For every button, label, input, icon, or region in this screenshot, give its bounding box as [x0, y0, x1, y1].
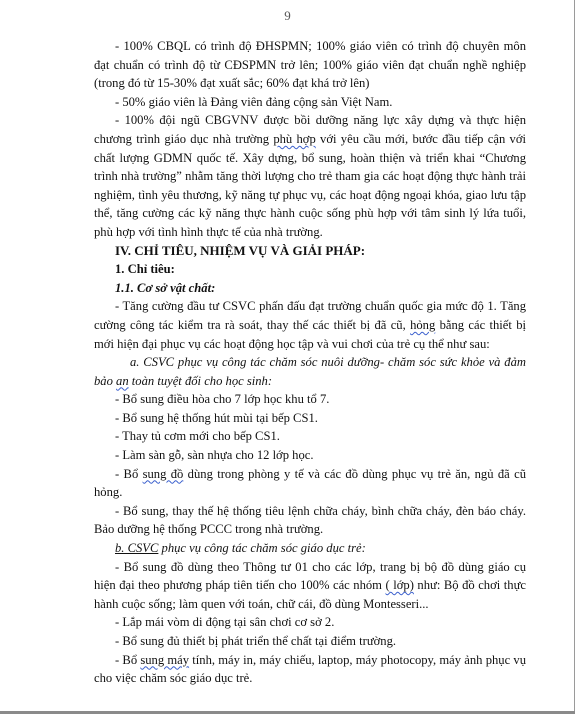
paragraph-facility-investment: - Tăng cường đầu tư CSVC phấn đấu đạt trường chuẩn quốc gia mức độ 1. Tăng cường công tác kiểm tra rà soát, thay thế các thiết bị đã cũ, hỏng bằng các thiết bị mới hiện đại phục vụ các hoạt động học tập và vui chơi của trẻ cụ thể như sau:: [94, 299, 526, 351]
list-item: - Làm sàn gỗ, sàn nhựa cho 12 lớp học.: [115, 448, 314, 463]
spellcheck-mark: sung đồ: [142, 466, 184, 481]
paragraph-staff-qualification: - 100% CBQL có trình độ ĐHSPMN; 100% giáo viên có trình độ chuyên môn đạt chuẩn có trình độ từ CĐSPMN trở lên; 100% giáo viên đạt chuẩn nghề nghiệp (trong đó từ 15-30% đạt xuất sắc; 60% đạt khá trở lên): [94, 39, 526, 91]
section-heading-iv: IV. CHỈ TIÊU, NHIỆM VỤ VÀ GIẢI PHÁP:: [115, 242, 366, 258]
list-item: - Bổ sung đủ thiết bị phát triển thể chất tại điểm trường.: [115, 634, 397, 648]
paragraph-staff-training: - 100% đội ngũ CBGVNV được bồi dưỡng năng lực xây dựng và thực hiện chương trình giáo dục nhà trường phù hợp với yêu cầu mới, bước đầu tiếp cận với chất lượng GDMN quốc tế. Xây dựng, bổ sung, hoàn thiện và triển khai “Chương trình nhà trường” nhằm tăng thời lượng cho trẻ tham gia các hoạt động thực hành trải nghiệm, tình yêu thương, kỹ năng tự phục vụ, các hoạt động ngoại khóa, giao lưu tập thể, tăng cường các kỹ năng thực hành cuộc sống phù hợp với tâm sinh lý lứa tuổi, phù hợp với tình hình thực tế của nhà trường.: [94, 113, 526, 239]
list-item: - Thay tủ cơm mới cho bếp CS1.: [115, 429, 280, 444]
list-item: - Bổ sung đồ dùng theo Thông tư 01 cho các lớp, trang bị bộ đồ dùng giáo cụ hiện đại theo phương pháp tiên tiến cho 100% các nhóm ( lớp) như: Bộ đồ chơi thực hành cuộc sống; làm quen với toán, chữ cái, đồ dùng Montesseri...: [94, 559, 526, 611]
paragraph-party-members: - 50% giáo viên là Đảng viên đảng cộng sản Việt Nam.: [115, 94, 393, 109]
spellcheck-mark: an: [116, 373, 129, 388]
spellcheck-mark: sung máy: [140, 652, 190, 667]
subheading-a: a. CSVC phục vụ công tác chăm sóc nuôi dưỡng- chăm sóc sức khỏe và đảm bảo an toàn tuyệt đối cho học sinh:: [94, 355, 526, 388]
list-item: - Bổ sung điều hòa cho 7 lớp học khu tổ 7.: [115, 392, 330, 407]
subheading-b: b. CSVC phục vụ công tác chăm sóc giáo dục trẻ:: [115, 541, 366, 556]
page-number: 9: [284, 8, 291, 23]
spellcheck-mark: phù hợp: [273, 131, 316, 146]
spellcheck-mark: hỏng: [410, 317, 436, 332]
list-item: - Bổ sung hệ thống hút mùi tại bếp CS1.: [115, 410, 318, 425]
list-item: - Lắp mái vòm di động tại sân chơi cơ sở 2.: [115, 615, 335, 630]
heading-facilities: 1.1. Cơ sở vật chất:: [115, 280, 216, 295]
list-item: - Bổ sung đồ dùng trong phòng y tế và các đồ dùng phục vụ trẻ ăn, ngủ đã cũ hỏng.: [94, 466, 526, 500]
spellcheck-mark: ( lớp): [385, 578, 414, 593]
list-item: - Bổ sung, thay thế hệ thống tiêu lệnh chữa cháy, bình chữa cháy, đèn báo cháy. Bảo dưỡng hệ thống PCCC trong nhà trường.: [94, 503, 526, 537]
list-item: - Bổ sung máy tính, máy in, máy chiếu, laptop, máy photocopy, máy ảnh phục vụ cho việc chăm sóc giáo dục trẻ.: [94, 652, 527, 686]
heading-targets: 1. Chỉ tiêu:: [115, 262, 175, 277]
document-body: [94, 37, 526, 688]
